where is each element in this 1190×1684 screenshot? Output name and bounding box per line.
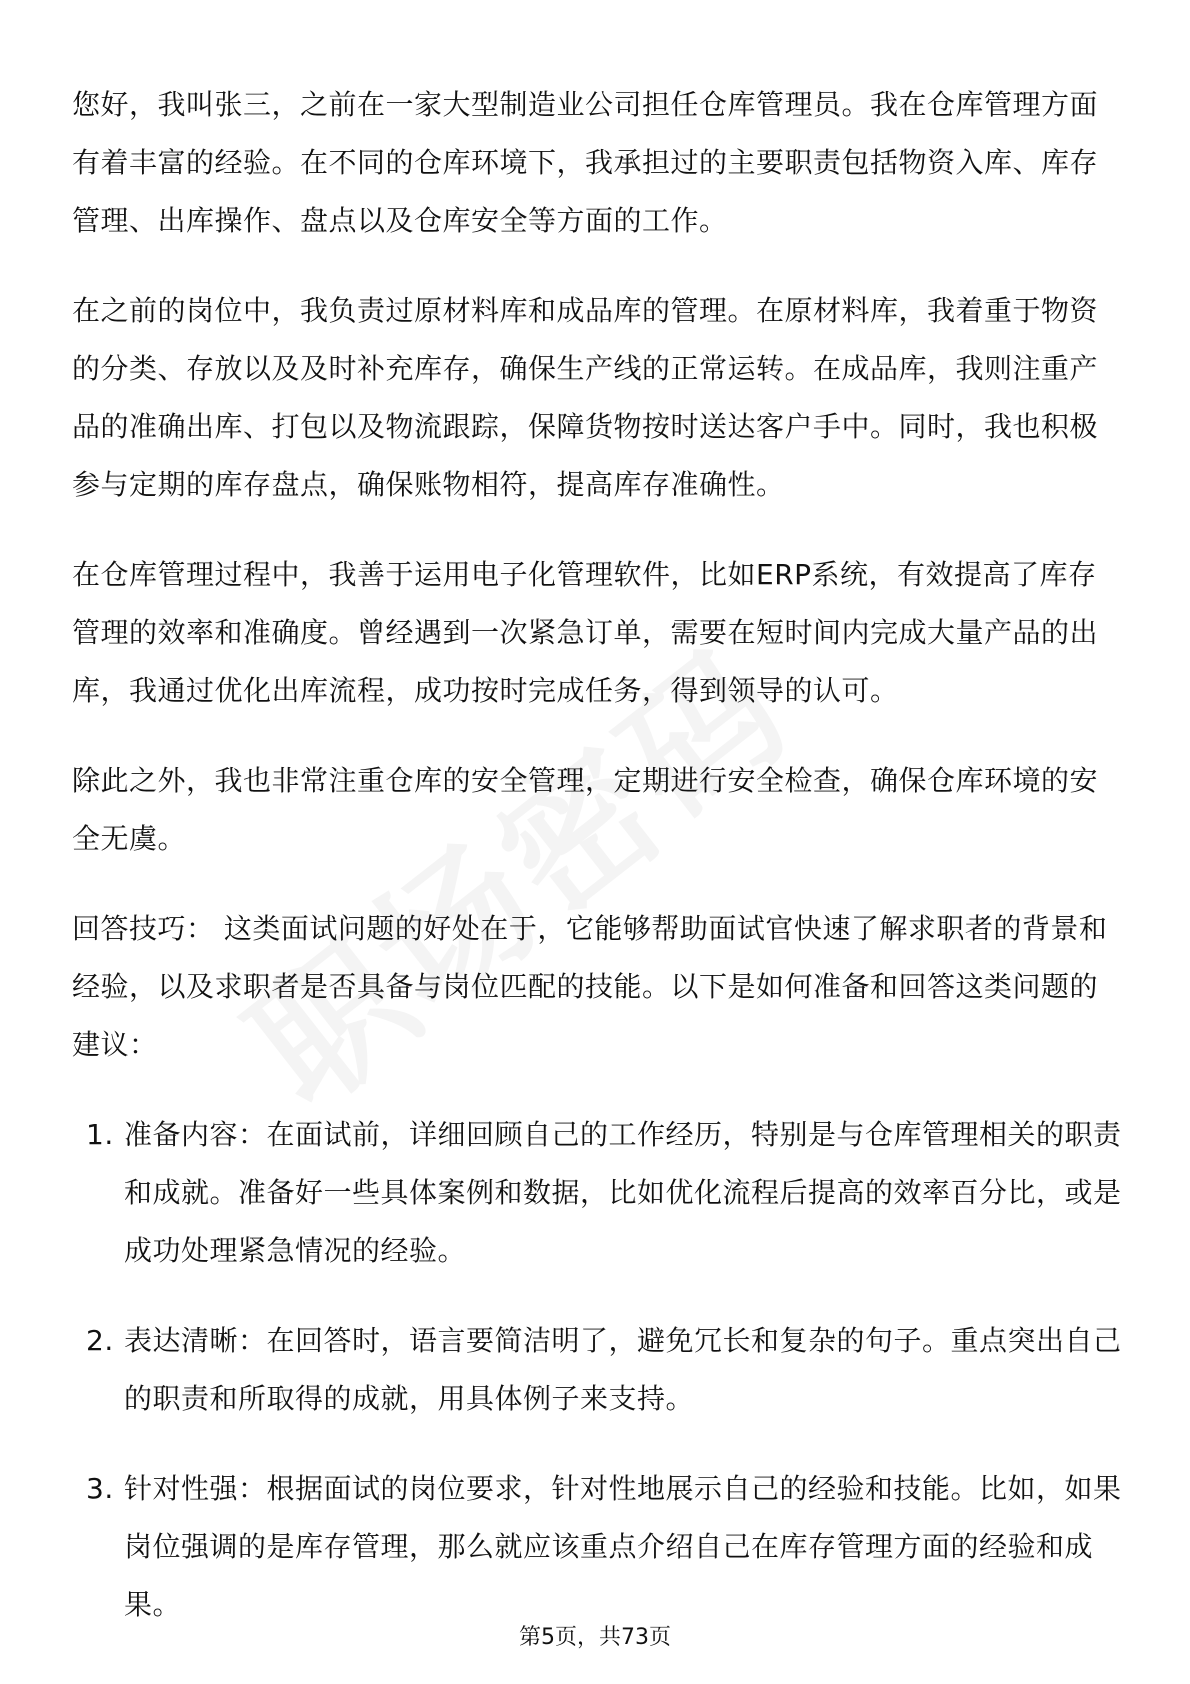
paragraph-previous-role: 在之前的岗位中，我负责过原材料库和成品库的管理。在原材料库，我着重于物资的分类、存放以及及时补充库存，确保生产线的正常运转。在成品库，我则注重产品的准确出库、打包以及物流跟踪，保障货物按时送达客户手中。同时，我也积极参与定期的库存盘点，确保账物相符，提高库存准确性。 bbox=[72, 294, 1099, 501]
list-item-text: 准备内容：在面试前，详细回顾自己的工作经历，特别是与仓库管理相关的职责和成就。准备好一些具体案例和数据，比如优化流程后提高的效率百分比，或是成功处理紧急情况的经验。 bbox=[124, 1118, 1122, 1267]
paragraph-erp-experience: 在仓库管理过程中，我善于运用电子化管理软件，比如ERP系统，有效提高了库存管理的效率和准确度。曾经遇到一次紧急订单，需要在短时间内完成大量产品的出库，我通过优化出库流程，成功按时完成任务，得到领导的认可。 bbox=[72, 558, 1099, 707]
paragraph-answer-tips: 回答技巧： 这类面试问题的好处在于，它能够帮助面试官快速了解求职者的背景和经验，以及求职者是否具备与岗位匹配的技能。以下是如何准备和回答这类问题的建议： bbox=[72, 912, 1108, 1061]
list-item bbox=[72, 1460, 1122, 1634]
page-number: 第5页，共73页 bbox=[519, 1625, 671, 1650]
list-item-number: 3. bbox=[86, 1472, 114, 1505]
list-item-number: 2. bbox=[86, 1324, 114, 1357]
paragraph-safety: 除此之外，我也非常注重仓库的安全管理，定期进行安全检查，确保仓库环境的安全无虞。 bbox=[72, 764, 1099, 855]
list-item-text: 表达清晰：在回答时，语言要简洁明了，避免冗长和复杂的句子。重点突出自己的职责和所取得的成就，用具体例子来支持。 bbox=[124, 1324, 1122, 1415]
paragraph-intro: 您好，我叫张三，之前在一家大型制造业公司担任仓库管理员。我在仓库管理方面有着丰富的经验。在不同的仓库环境下，我承担过的主要职责包括物资入库、库存管理、出库操作、盘点以及仓库安全等方面的工作。 bbox=[72, 88, 1099, 237]
tips-list bbox=[72, 1106, 1122, 1634]
list-item bbox=[72, 1312, 1122, 1428]
list-item-number: 1. bbox=[86, 1118, 114, 1151]
list-item-text: 针对性强：根据面试的岗位要求，针对性地展示自己的经验和技能。比如，如果岗位强调的是库存管理，那么就应该重点介绍自己在库存管理方面的经验和成果。 bbox=[124, 1472, 1122, 1621]
document-body bbox=[72, 76, 1122, 1666]
list-item bbox=[72, 1106, 1122, 1280]
